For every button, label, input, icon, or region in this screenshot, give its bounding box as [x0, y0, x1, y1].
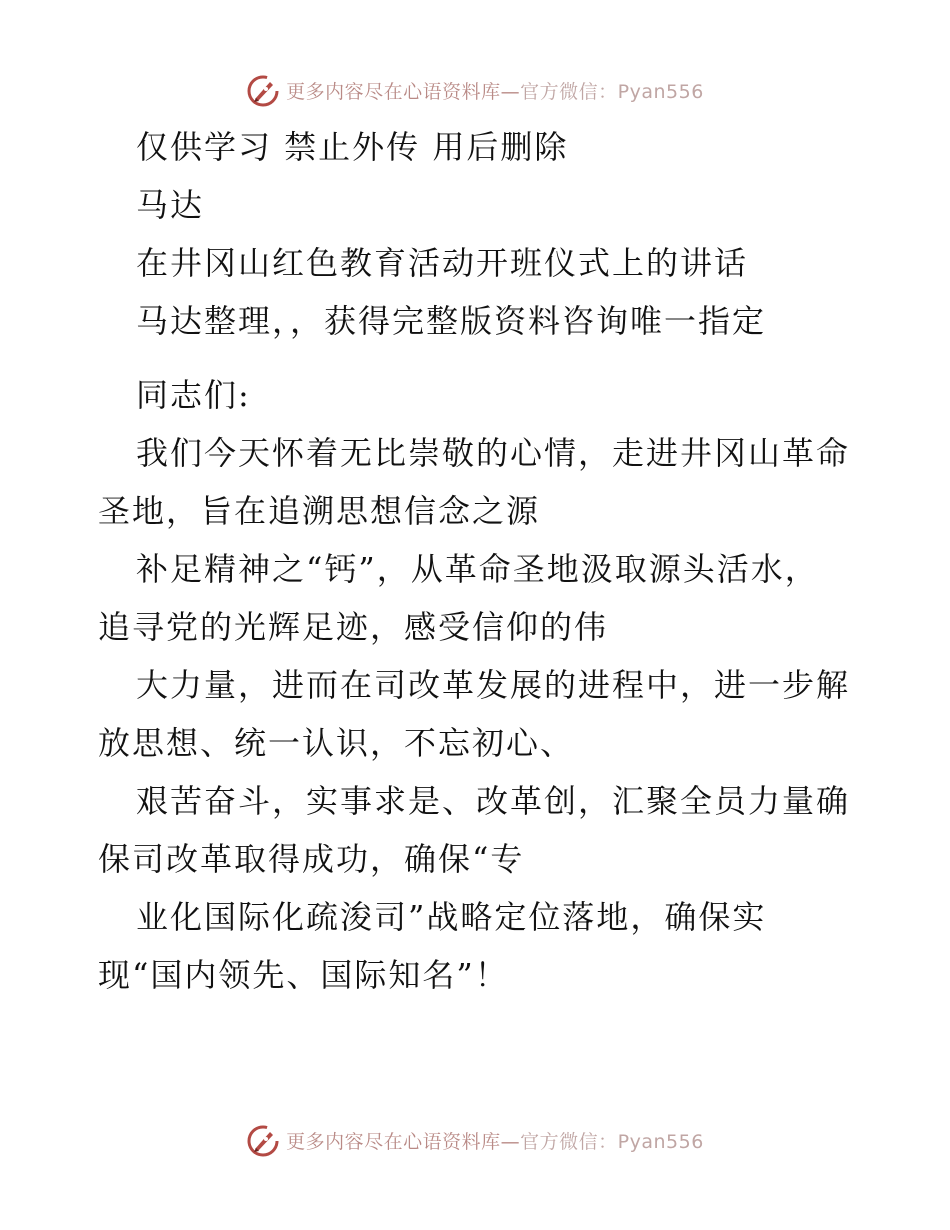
banner-text: 更多内容尽在心语资料库—: [286, 1130, 521, 1153]
doc-title: 在井冈山红色教育活动开班仪式上的讲话: [136, 244, 749, 282]
doc-line: 马达整理，，获得完整版资料咨询唯一指定: [136, 302, 767, 340]
doc-line: 追寻党的光辉足迹，感受信仰的伟: [98, 608, 609, 646]
doc-line: 现“国内领先、国际知名”！: [98, 956, 509, 994]
doc-line: 圣地，旨在追溯思想信念之源: [98, 492, 541, 530]
banner-wechat: 官方微信：Pyan556: [520, 80, 704, 103]
banner-text: 更多内容尽在心语资料库—: [286, 80, 521, 103]
doc-line: 保司改革取得成功，确保“专: [98, 840, 525, 878]
doc-line: 业化国际化疏浚司”战略定位落地，确保实: [136, 898, 767, 936]
header-watermark-banner: [0, 70, 950, 110]
quill-pen-logo-icon: [246, 73, 280, 107]
doc-salutation: 同志们:: [136, 376, 251, 414]
doc-line: 大力量，进而在司改革发展的进程中，进一步解: [136, 666, 851, 704]
footer-watermark-banner: [0, 1120, 950, 1160]
doc-line: 补足精神之“钙”，从革命圣地汲取源头活水，: [136, 550, 819, 588]
doc-line: 仅供学习 禁止外传 用后删除: [136, 128, 569, 166]
doc-line: 艰苦奋斗，实事求是、改革创，汇聚全员力量确: [136, 782, 851, 820]
banner-wechat: 官方微信：Pyan556: [520, 1130, 704, 1153]
document-body: [98, 118, 858, 1004]
doc-line: 我们今天怀着无比崇敬的心情，走进井冈山革命: [136, 434, 851, 472]
quill-pen-logo-icon: [246, 1123, 280, 1157]
doc-line: 马达: [136, 186, 205, 224]
doc-line: 放思想、统一认识，不忘初心、: [98, 724, 575, 762]
